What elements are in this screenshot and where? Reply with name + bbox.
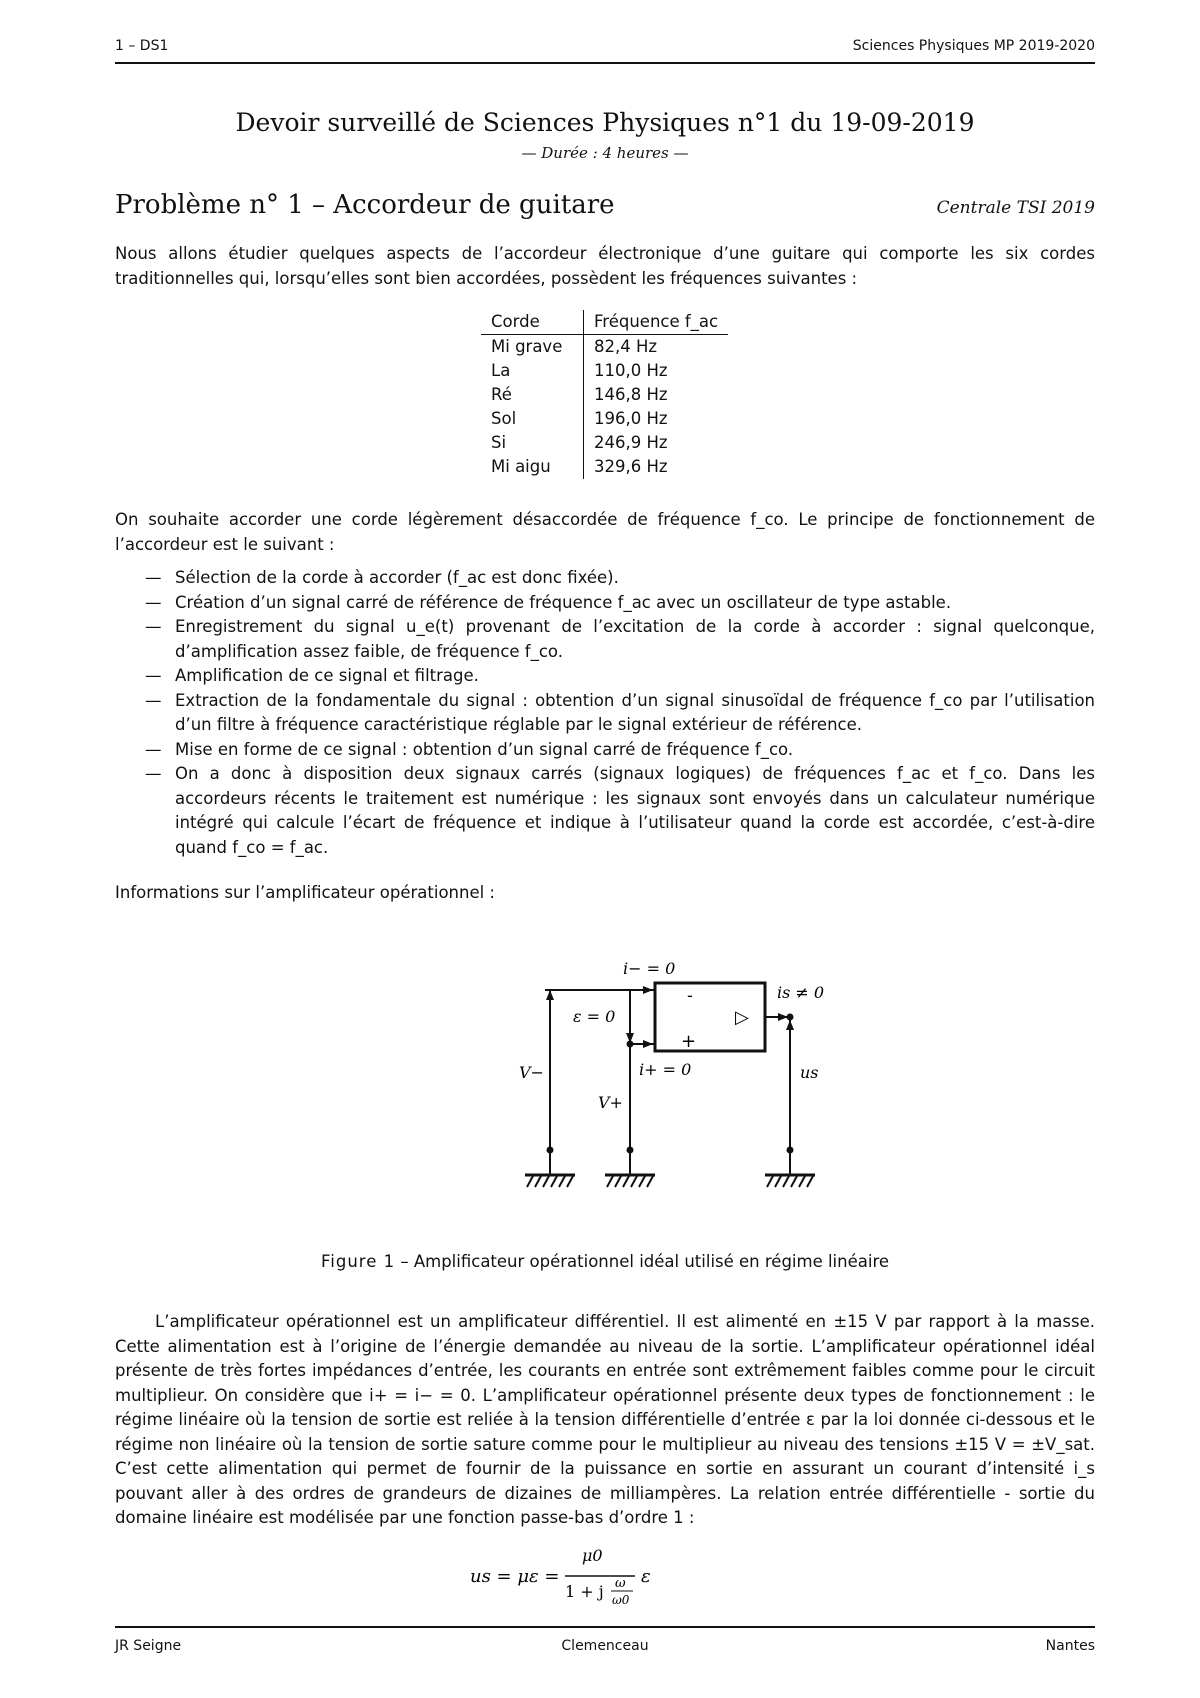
- i-minus-label: i− = 0: [623, 959, 676, 978]
- ground-icon: [525, 1147, 575, 1188]
- header-left: 1 – DS1: [115, 38, 169, 54]
- ground-icon: [765, 1147, 815, 1188]
- body-paragraph: L’amplificateur opérationnel est un amplificateur différentiel. Il est alimenté en ±15 V par rapport à la masse. Cette alimentation est à l’origine de l’énergie demandée au niveau de la sortie. L’amplificateur opérationnel idéal présente de très fortes impédances d’entrée, les courants en entrée sont extrêmement faibles comme pour le circuit multiplieur. On considère que i+ = i− = 0. L’amplificateur opérationnel présente deux types de fonctionnement : le régime linéaire où la tension de sortie est reliée à la tension différentielle d’entrée ε par la loi donnée ci-dessous et le régime non linéaire où la tension de sortie sature comme pour le multiplieur au niveau des tensions ±15 V = ±V_sat. C’est cette alimentation qui permet de fournir de la puissance en sortie en assurant un courant d’intensité i_s pouvant aller à des ordres de grandeurs de dizaines de milliampères. La relation entrée différentielle - sortie du domaine linéaire est modélisée par une fonction passe-bas d’ordre 1 :: [115, 1312, 1095, 1527]
- page-footer: [115, 1638, 1095, 1654]
- list-item: — Création d’un signal carré de référence de fréquence f_ac avec un oscillateur de type astable.: [145, 591, 1095, 616]
- list-item: — Amplification de ce signal et filtrage.: [145, 664, 1095, 689]
- footer-left: JR Seigne: [115, 1638, 182, 1654]
- triangle-icon: ▷: [735, 1007, 749, 1028]
- list-item: — Extraction de la fondamentale du signal : obtention d’un signal sinusoïdal de fréquence f_co par l’utilisation d’un filtre à fréquence caractéristique réglable par le signal extérieur de référence.: [145, 689, 1095, 738]
- footer-right: Nantes: [1045, 1638, 1095, 1654]
- table-cell: 329,6 Hz: [594, 457, 668, 476]
- equation-omega0: ω0: [612, 1593, 630, 1605]
- table-row: [481, 383, 728, 407]
- info-label: Informations sur l’amplificateur opérationnel :: [115, 883, 495, 902]
- table-row: [481, 431, 728, 455]
- header-rule: [115, 62, 1095, 64]
- arrow-icon: [643, 986, 653, 994]
- footer-center: Clemenceau: [561, 1638, 649, 1654]
- header-right: Sciences Physiques MP 2019-2020: [852, 38, 1095, 54]
- table-cell: Mi aigu: [481, 455, 584, 479]
- table-row: [481, 335, 728, 360]
- table-cell: 82,4 Hz: [594, 337, 658, 356]
- page-header: [115, 38, 1095, 54]
- caption-prefix: Figure 1: [320, 1252, 396, 1271]
- epsilon-label: ε = 0: [573, 1007, 616, 1026]
- v-minus-label: V−: [519, 1063, 544, 1082]
- table-header: Corde: [481, 310, 584, 335]
- i-plus-label: i+ = 0: [639, 1060, 692, 1079]
- list-item: — Sélection de la corde à accorder (f_ac est donc fixée).: [145, 566, 1095, 591]
- equation-numerator: μ0: [582, 1546, 603, 1565]
- figure-caption: [115, 1252, 1095, 1271]
- node-dot: [627, 1041, 634, 1048]
- arrow-icon: [546, 990, 554, 1000]
- intro-paragraph: Nous allons étudier quelques aspects de l’accordeur électronique d’une guitare qui comporte les six cordes traditionnelles qui, lorsqu’elles sont bien accordées, possèdent les fréquences suivantes :: [115, 244, 1095, 288]
- equation-omega: ω: [615, 1576, 626, 1591]
- list-item: — Mise en forme de ce signal : obtention d’un signal carré de fréquence f_co.: [145, 738, 1095, 763]
- equation-lhs: us = με =: [470, 1566, 560, 1587]
- table-cell: La: [481, 359, 584, 383]
- minus-sign: -: [687, 986, 693, 1005]
- ground-icon: [605, 1147, 655, 1188]
- table-header-row: [481, 310, 728, 335]
- list-item: — Enregistrement du signal u_e(t) provenant de l’excitation de la corde à accorder : signal quelconque, d’amplification assez faible, de fréquence f_co.: [145, 615, 1095, 664]
- table-cell: 246,9 Hz: [594, 433, 668, 452]
- page: [115, 0, 1095, 1698]
- equation-denominator: 1 + j: [565, 1582, 604, 1601]
- caption-text: – Amplificateur opérationnel idéal utilisé en régime linéaire: [395, 1252, 890, 1271]
- opamp-figure: [405, 950, 925, 1230]
- v-plus-label: V+: [598, 1093, 623, 1112]
- table-cell: Sol: [481, 407, 584, 431]
- us-label: us: [800, 1063, 819, 1082]
- problem-title: Problème n° 1 – Accordeur de guitare: [115, 190, 615, 220]
- transfer-equation: [115, 1545, 1095, 1605]
- table-cell: 196,0 Hz: [594, 409, 668, 428]
- table-cell: Mi grave: [481, 335, 584, 360]
- frequency-table: [481, 310, 728, 479]
- is-label: is ≠ 0: [777, 983, 825, 1002]
- duration: — Durée : 4 heures —: [521, 144, 689, 162]
- table-cell: 110,0 Hz: [594, 361, 668, 380]
- steps-list: [145, 566, 1095, 860]
- footer-rule: [115, 1626, 1095, 1628]
- table-row: [481, 455, 728, 479]
- problem-source: Centrale TSI 2019: [936, 198, 1095, 218]
- table-row: [481, 359, 728, 383]
- table-header: Fréquence f_ac: [584, 310, 729, 335]
- table-cell: Ré: [481, 383, 584, 407]
- equation-rhs: ε: [641, 1566, 651, 1587]
- table-cell: Si: [481, 431, 584, 455]
- principle-paragraph: On souhaite accorder une corde légèrement désaccordée de fréquence f_co. Le principe de fonctionnement de l’accordeur est le suivant :: [115, 510, 1095, 554]
- arrow-icon: [643, 1040, 653, 1048]
- arrow-icon: [786, 1020, 794, 1030]
- table-cell: 146,8 Hz: [594, 385, 668, 404]
- document-title: Devoir surveillé de Sciences Physiques n°1 du 19-09-2019: [235, 108, 975, 137]
- plus-sign: +: [681, 1031, 697, 1052]
- list-item: — On a donc à disposition deux signaux carrés (signaux logiques) de fréquences f_ac et f_co. Dans les accordeurs récents le traitement est numérique : les signaux sont envoyés dans un calculateur numérique intégré qui calcule l’écart de fréquence et indique à l’utilisateur quand la corde est accordée, c’est-à-dire quand f_co = f_ac.: [145, 762, 1095, 860]
- table-row: [481, 407, 728, 431]
